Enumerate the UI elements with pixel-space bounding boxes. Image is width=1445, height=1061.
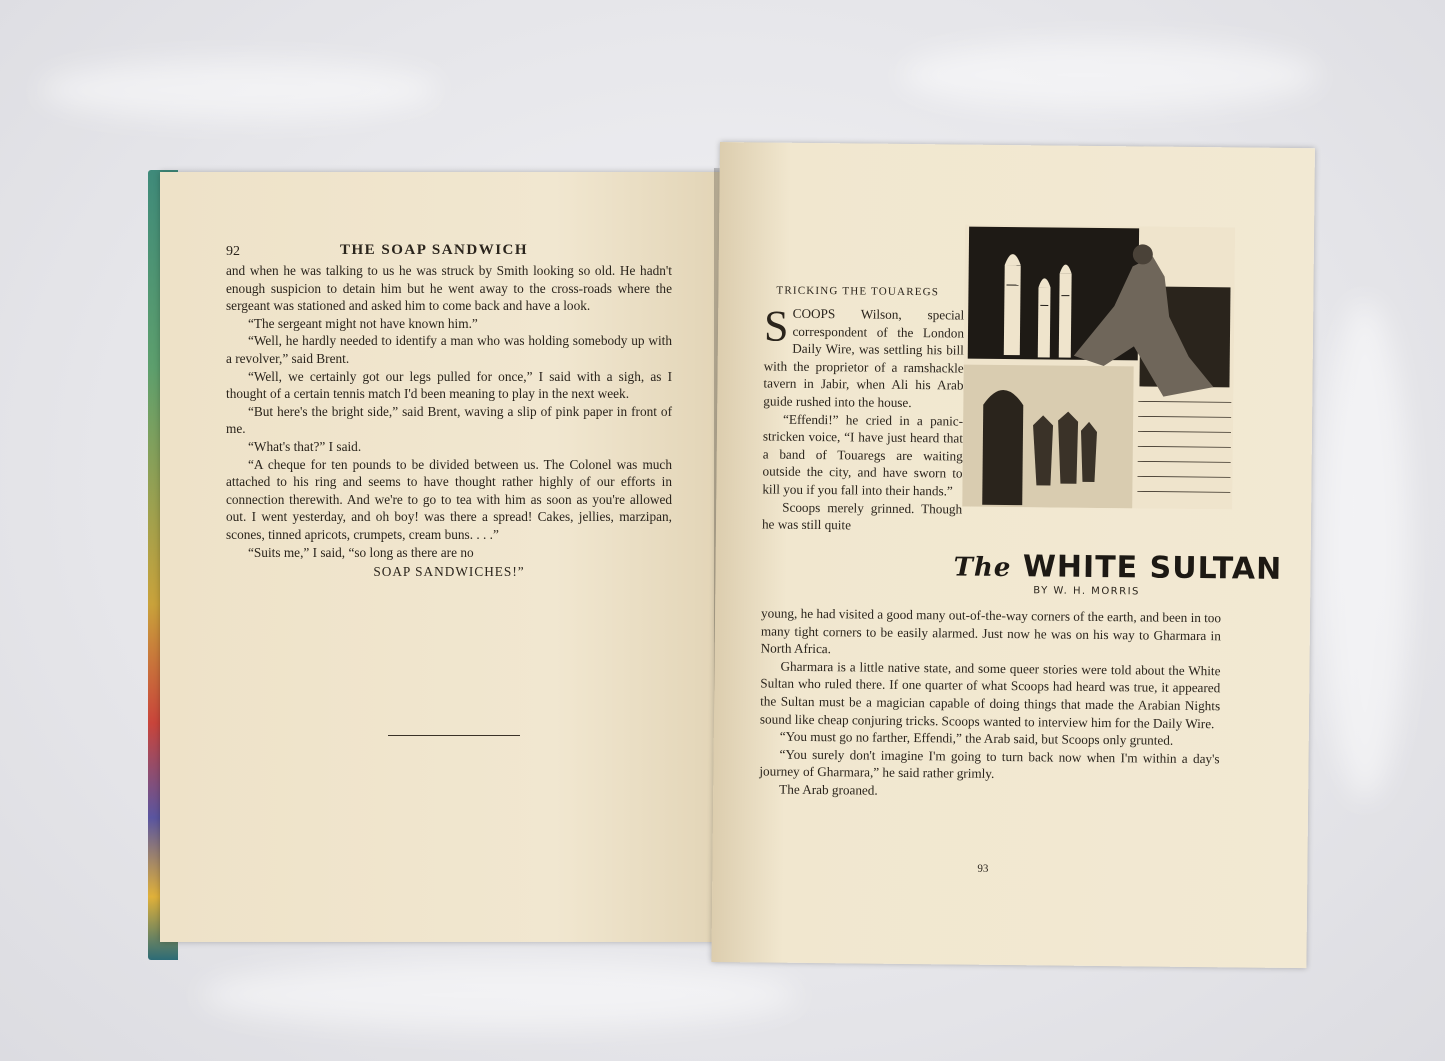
story-illustration <box>962 225 1235 510</box>
byline: BY W. H. MORRIS <box>1033 585 1140 598</box>
right-page-text <box>759 604 1221 802</box>
paragraph: “A cheque for ten pounds to be divided between us. The Colonel was much attached to his ring and seems to have thought rather highly of our efforts in connection therewith. And we're to go to tea with him as soon as you're allowed out. I went yesterday, and oh boy! was there a spread! Cakes, jellies, marzipan, scones, tinned apricots, crumpets, cream buns. . . .” <box>226 456 672 542</box>
paragraph: young, he had visited a good many out-of-the-way corners of the earth, and been in too many tight corners to be easily alarmed. Just now he was on his way to Gharmara in North Africa. <box>760 605 1222 657</box>
story-title-main: WHITE SULTAN <box>1022 549 1283 587</box>
story-title-the: The <box>953 552 1012 584</box>
open-book <box>148 142 1318 972</box>
left-page <box>160 172 725 942</box>
end-rule <box>388 735 520 736</box>
paragraph: “You surely don't imagine I'm going to turn back now when I'm within a day's journey of Gharmara,” he said rather grimly. <box>759 746 1220 782</box>
paragraph: “Effendi!” he cried in a panic-stricken voice, “I have just heard that a band of Touaregs are waiting outside the city, and have sworn to kill you if you fall into their hands.” <box>762 411 964 499</box>
paragraph: “You must go no farther, Effendi,” the Arab said, but Scoops only grunted. <box>779 728 1174 748</box>
drop-cap: S <box>763 301 789 351</box>
paragraph: The Arab groaned. <box>779 781 878 798</box>
left-page-text <box>226 262 672 581</box>
paragraph: and when he was talking to us he was struck by Smith looking so old. He hadn't enough suspicion to detain him but he went away to the cross-roads where the sergeant was stationed and asked him to come back and have a look. <box>226 263 672 314</box>
story-ending: SOAP SANDWICHES!” <box>373 564 525 580</box>
paragraph: “Well, we certainly got our legs pulled for once,” I said with a sigh, as I thought of a certain tennis match I'd been meaning to play in the next week. <box>226 368 672 402</box>
paragraph: Scoops merely grinned. Though he was still quite <box>761 499 963 533</box>
paragraph: “The sergeant might not have known him.” <box>248 315 478 331</box>
paragraph: Gharmara is a little native state, and some queer stories were told about the White Sultan who ruled there. If one quarter of what Scoops had heard was true, it appeared the Sultan must be a magician capable of doing things that made the Arabian Nights sound like cheap conjuring tricks. Scoops wanted to interview him for the Daily Wire. <box>759 658 1221 731</box>
page-number-left: 92 <box>226 244 240 259</box>
section-heading: TRICKING THE TOUAREGS <box>776 284 940 299</box>
paragraph: “But here's the bright side,” said Brent, waving a slip of pink paper in front of me. <box>226 403 672 437</box>
paragraph: “Suits me,” I said, “so long as there are no <box>248 544 474 560</box>
paragraph <box>763 301 965 412</box>
paragraph-text: COOPS Wilson, special correspondent of the London Daily Wire, was settling his bill with the proprietor of a ramshackle tavern in Jabir, when Ali his Arab guide rushed into the house. <box>763 305 965 410</box>
right-page <box>711 142 1315 968</box>
right-column-text <box>761 301 965 535</box>
page-number-right: 93 <box>977 862 989 875</box>
paragraph: “Well, he hardly needed to identify a man who was holding somebody up with a revolver,” said Brent. <box>226 333 672 366</box>
paragraph: “What's that?” I said. <box>248 438 362 454</box>
story-title <box>953 548 1282 586</box>
running-head: THE SOAP SANDWICH <box>340 242 529 258</box>
